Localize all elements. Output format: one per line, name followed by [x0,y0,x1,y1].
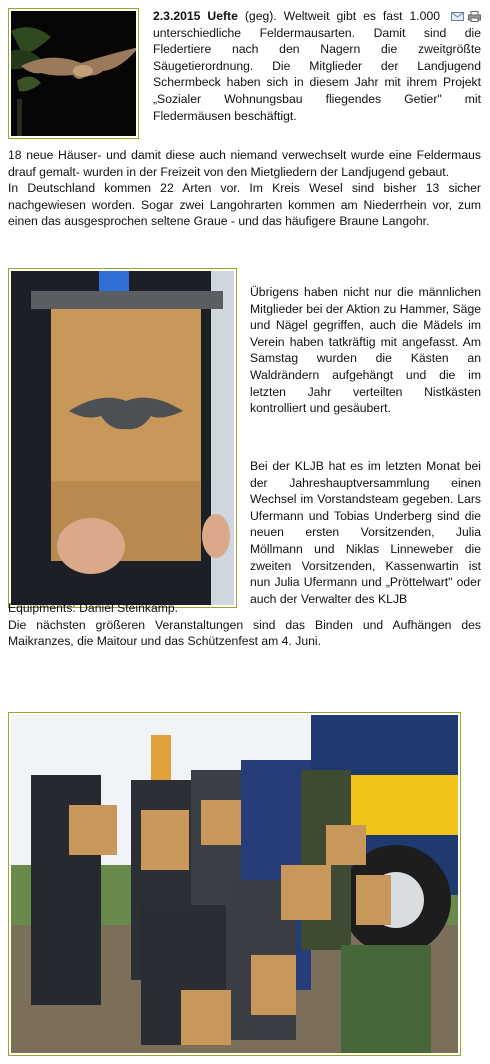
intro-continued: unterschiedliche Feldermausarten. Damit sind die Fledertiere nach den Nagern die zweitgrößte Säugetierordnung. Die Mitglieder der Landjugend Schermbeck haben sich in diesem Jahr mit ihrem Projekt „Sozialer Wohnungsbau fliegendes Getier" mit Fledermäusen beschäftigt. [153,25,481,123]
email-icon[interactable] [451,10,464,21]
paragraph-girls [250,284,481,417]
para-5: Bei der KLJB hat es im letzten Monat bei der Jahreshauptversammlung einen Wechsel im Vorstandsteam gegeben. Lars Ufermann und Tobias Underberg sind die neuen ersten Vorsitzenden, Julia Möllmann und Niklas Linneweber die zweiten Vorsitzenden, Kassenwartin ist nun Julia Ufermann und „Pröttelwart" oder auch der Verwalter des KLJB [250,459,481,606]
paragraph-board [250,458,481,607]
para-6: Die nächsten größeren Veranstaltungen sind das Binden und Aufhängen des Maikranzes, die Maitour und das Schützenfest am 4. Juni. [8,617,481,649]
print-icon[interactable] [468,10,481,21]
paragraph-events [8,600,481,650]
bat-box-photo [8,268,237,608]
group-photo [8,712,461,1056]
article-intro [153,8,481,124]
para-2: 18 neue Häuser- und damit diese auch niemand verwechselt wurde eine Feldermaus drauf gemalt- wurden in der Freizeit von den Mietgliedern der Landjugend gebaut. [8,148,481,179]
paragraph-houses [8,147,481,230]
bat-photo [8,8,139,139]
article-date: 2.3.2015 Uefte [153,9,238,23]
para-5-end: Equipments: Daniel Steinkamp. [8,601,179,615]
para-3: In Deutschland kommen 22 Arten vor. Im Kreis Wesel sind bisher 13 sicher nachgewiesen worden. Sogar zwei Langohrarten kommen am Niederrhein vor, zum einen das ausgesprochen seltene Graue - und das häufigere Braune Langohr. [8,181,481,229]
para-4: Übrigens haben nicht nur die männlichen Mitglieder bei der Aktion zu Hammer, Säge und Nägel gegriffen, auch die Mädels im Verein haben tatkräftig mit angefasst. Am Samstag wurden die Kästen an Waldrändern aufgehängt und die im letzten Jahr verteilten Nistkästen kontrolliert und gesäubert. [250,285,481,416]
intro-text: (geg). Weltweit gibt es fast 1.000 [237,9,441,23]
